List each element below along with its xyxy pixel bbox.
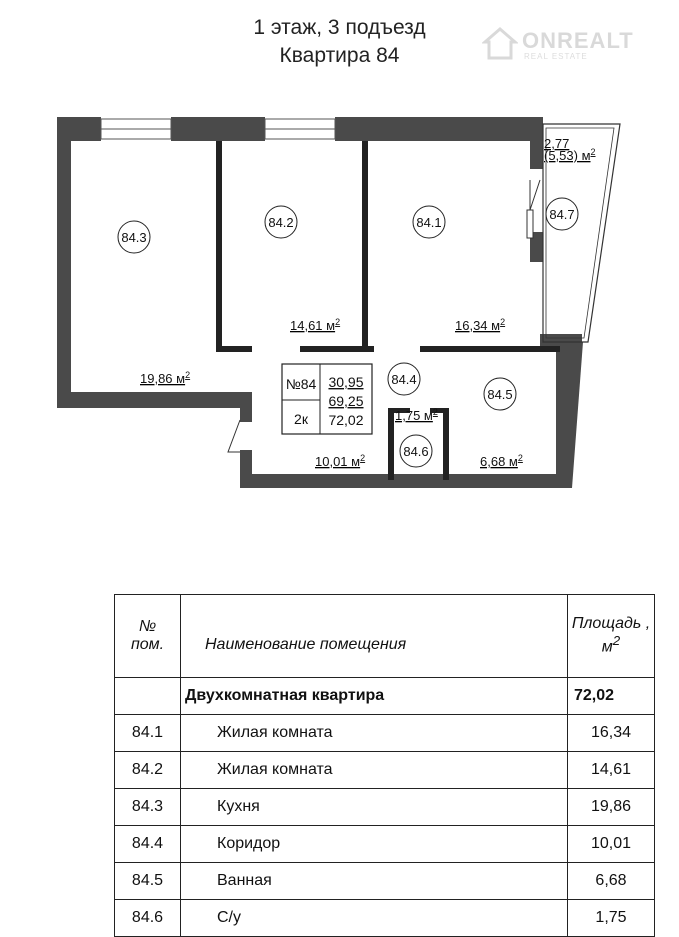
table-row: 84.2 Жилая комната 14,61 [115,752,655,789]
watermark-brand: ONREALT [522,28,634,53]
area-84-3: 19,86 $м^2$ [140,370,191,386]
watermark-sub: REAL ESTATE [524,52,588,61]
room-id-84-4: 84.4 [391,372,417,387]
page-title: 1 этаж, 3 подъезд [253,16,426,39]
room-id-84-5: 84.5 [487,387,513,402]
rooms-table [114,594,655,937]
room-id-84-1: 84.1 [416,215,442,230]
info-number: №84 [285,376,317,392]
apartment-title: Квартира 84 [279,44,400,67]
total-name: Двухкомнатная квартира [181,678,568,715]
room-id-84-6: 84.6 [403,444,429,459]
area-84-7-gross: (5,53) $м^2$ [544,147,596,163]
table-row: 84.1 Жилая комната 16,34 [115,715,655,752]
header-area: Площадь , $м^2$ [568,595,655,678]
info-box [282,364,372,434]
room-id-84-2: 84.2 [268,215,294,230]
table-row: 84.5 Ванная 6,68 [115,863,655,900]
table-row: 84.6 С/у 1,75 [115,900,655,937]
total-area: 72,02 [568,678,655,715]
area-84-2: 14,61 $м^2$ [290,317,341,333]
area-84-6: 1,75 $м^2$ [395,407,438,423]
header-number: № пом. [115,595,181,678]
info-rooms: 2к [294,411,308,427]
interior-walls [216,141,560,480]
room-id-84-3: 84.3 [121,230,147,245]
area-84-1: 16,34 $м^2$ [455,317,506,333]
room-id-84-7: 84.7 [549,207,575,222]
info-v2: 69,25 [328,393,364,409]
area-84-4: 10,01 $м^2$ [315,453,366,469]
info-v1: 30,95 [328,374,364,390]
table-row: 84.3 Кухня 19,86 [115,789,655,826]
header-name: Наименование помещения [181,595,568,678]
info-v3: 72,02 [328,412,364,428]
area-84-5: 6,68 $м^2$ [480,453,523,469]
table-row: 84.4 Коридор 10,01 [115,826,655,863]
total-row [115,678,655,715]
table-header-row [115,595,655,678]
area-84-7: 2,77 [544,136,570,151]
